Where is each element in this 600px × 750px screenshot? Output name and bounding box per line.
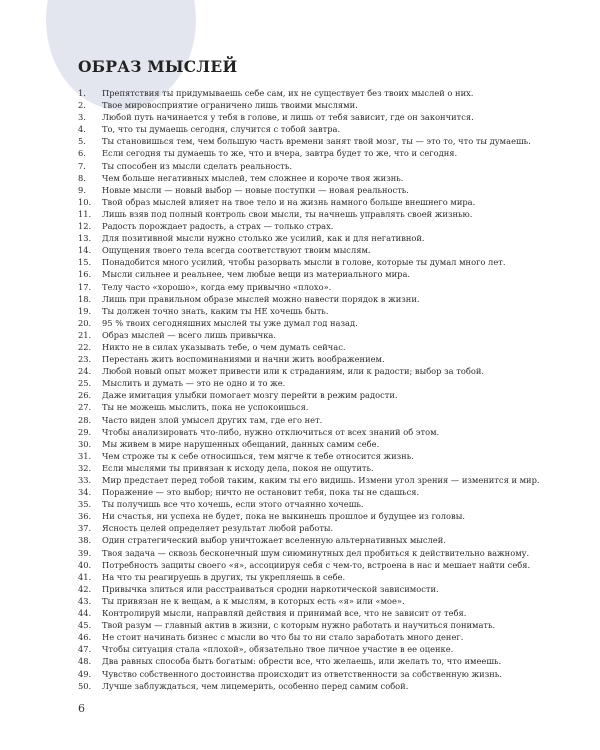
list-item-number: 22. xyxy=(78,341,92,352)
list-item-number: 24. xyxy=(78,366,92,377)
list-item-text: Лишь при правильном образе мыслей можно навести порядок в жизни. xyxy=(102,293,420,304)
list-item-text: Телу часто «хорошо», когда ему привычно «плохо». xyxy=(102,281,332,292)
list-item-text: Для позитивной мысли нужно столько же усилий, как и для негативной. xyxy=(102,233,425,244)
list-item-number: 11. xyxy=(78,208,92,219)
list-item-number: 10. xyxy=(78,196,92,207)
list-item-text: На что ты реагируешь в других, ты укрепляешь в себе. xyxy=(102,571,346,582)
list-item xyxy=(78,401,578,413)
list-item xyxy=(78,232,578,244)
list-item-number: 44. xyxy=(78,608,92,619)
list-item-number: 32. xyxy=(78,462,92,473)
list-item-text: Лишь взяв под полный контроль свои мысли, ты начнешь управлять своей жизнью. xyxy=(102,208,473,219)
list-item-number: 4. xyxy=(78,124,86,135)
list-item-text: Один стратегический выбор уничтожает вселенную альтернативных мыслей. xyxy=(102,535,446,546)
list-item-number: 15. xyxy=(78,257,92,268)
list-item xyxy=(78,619,578,631)
list-item-number: 49. xyxy=(78,668,92,679)
list-item-text: Понадобится много усилий, чтобы разорвать мысли в голове, которые ты думал много лет. xyxy=(102,257,506,268)
list-item-text: Ты не можешь мыслить, пока не успокоишься. xyxy=(102,402,309,413)
list-item-text: Образ мыслей — всего лишь привычка. xyxy=(102,329,276,340)
list-item-text: Твой образ мыслей влияет на твое тело и на жизнь намного больше внешнего мира. xyxy=(102,196,476,207)
list-item xyxy=(78,547,578,559)
list-item xyxy=(78,450,578,462)
list-item-number: 31. xyxy=(78,450,92,461)
list-item-text: Ты становишься тем, чем большую часть времени занят твой мозг, ты — это то, что ты думаешь. xyxy=(102,136,531,147)
list-item-number: 3. xyxy=(78,112,86,123)
list-item xyxy=(78,281,578,293)
list-item xyxy=(78,498,578,510)
list-item-number: 1. xyxy=(78,88,86,98)
list-item-number: 30. xyxy=(78,438,92,449)
list-item xyxy=(78,559,578,571)
list-item-text: Потребность защиты своего «я», ассоциируя себя с чем-то, встроена в нас и мешает найти себя. xyxy=(102,559,531,570)
list-item-number: 42. xyxy=(78,583,92,594)
list-item-text: Чувство собственного достоинства происходит из ответственности за собственную жизнь. xyxy=(102,668,502,679)
list-item-number: 34. xyxy=(78,487,92,498)
list-item xyxy=(78,389,578,401)
list-item xyxy=(78,184,578,196)
list-item-text: Ощущения твоего тела всегда соответствуют твоим мыслям. xyxy=(102,245,371,256)
list-item-text: Часто виден злой умысел других там, где его нет. xyxy=(102,414,323,425)
list-item xyxy=(78,595,578,607)
list-item xyxy=(78,123,578,135)
list-item-number: 38. xyxy=(78,535,92,546)
list-item-text: Ясность целей определяет результат любой работы. xyxy=(102,523,334,534)
list-item-number: 8. xyxy=(78,172,86,183)
list-item xyxy=(78,486,578,498)
list-item-text: Твое мировосприятие ограничено лишь твоими мыслями. xyxy=(102,100,358,111)
list-item-text: Ни счастья, ни успеха не будет, пока не выкинешь прошлое и будущее из головы. xyxy=(102,511,465,522)
list-item-text: Ты получишь все что хочешь, если этого отчаянно хочешь. xyxy=(102,499,364,510)
list-item-text: Препятствия ты придумываешь себе сам, их не существует без твоих мыслей о них. xyxy=(102,88,474,98)
list-item-text: 95 % твоих сегодняшних мыслей ты уже думал год назад. xyxy=(102,317,358,328)
list-item-text: Если мыслями ты привязан к исходу дела, покоя не ощутить. xyxy=(102,462,374,473)
list-item-number: 45. xyxy=(78,620,92,631)
list-item-number: 16. xyxy=(78,269,92,280)
list-item xyxy=(78,329,578,341)
list-item xyxy=(78,317,578,329)
list-item xyxy=(78,522,578,534)
list-item-number: 19. xyxy=(78,305,92,316)
list-item xyxy=(78,510,578,522)
list-item-text: Поражение — это выбор; ничто не остановит тебя, пока ты не сдашься. xyxy=(102,487,420,498)
list-item xyxy=(78,631,578,643)
page-number: 6 xyxy=(78,702,85,715)
list-item xyxy=(78,426,578,438)
list-item-text: Лучше заблуждаться, чем лицемерить, особенно перед самим собой. xyxy=(102,680,409,691)
list-item-number: 33. xyxy=(78,475,92,485)
thoughts-list xyxy=(78,87,578,692)
list-item xyxy=(78,111,578,123)
list-item-text: Мысли сильнее и реальнее, чем любые вещи из материального мира. xyxy=(102,269,411,280)
list-item-text: Мир предстает перед тобой таким, каким ты его видишь. Измени угол зрения — изменится и мир. xyxy=(102,475,540,485)
list-item xyxy=(78,571,578,583)
list-item-text: Чем строже ты к себе относишься, тем мягче к тебе относится жизнь. xyxy=(102,450,414,461)
list-item xyxy=(78,462,578,474)
list-item xyxy=(78,244,578,256)
list-item xyxy=(78,268,578,280)
list-item xyxy=(78,680,578,692)
list-item-number: 14. xyxy=(78,245,92,256)
list-item xyxy=(78,353,578,365)
list-item-number: 28. xyxy=(78,414,92,425)
list-item-text: Перестань жить воспоминаниями и начни жить воображением. xyxy=(102,354,385,365)
list-item-text: Контролируй мысли, направляй действия и принимай все, что не зависит от тебя. xyxy=(102,608,467,619)
list-item xyxy=(78,172,578,184)
list-item-number: 9. xyxy=(78,184,86,195)
list-item xyxy=(78,160,578,172)
list-item xyxy=(78,293,578,305)
list-item-text: Привычка злиться или расстраиваться сродни наркотической зависимости. xyxy=(102,583,439,594)
list-item-text: Чем больше негативных мыслей, тем сложнее и короче твоя жизнь. xyxy=(102,172,404,183)
list-item xyxy=(78,655,578,667)
list-item-text: Если сегодня ты думаешь то же, что и вчера, завтра будет то же, что и сегодня. xyxy=(102,148,458,159)
list-item-number: 5. xyxy=(78,136,86,147)
list-item-number: 27. xyxy=(78,402,92,413)
list-item xyxy=(78,196,578,208)
list-item-text: Ты способен из мысли сделать реальность. xyxy=(102,160,292,171)
list-item-number: 18. xyxy=(78,293,92,304)
list-item-number: 29. xyxy=(78,426,92,437)
list-item-number: 40. xyxy=(78,559,92,570)
list-item xyxy=(78,305,578,317)
list-item-text: Твоя задача — сквозь бесконечный шум сиюминутных дел пробиться к действительно важному. xyxy=(102,547,530,558)
list-item xyxy=(78,341,578,353)
list-item-number: 13. xyxy=(78,233,92,244)
list-item xyxy=(78,414,578,426)
list-item xyxy=(78,534,578,546)
list-item-number: 39. xyxy=(78,547,92,558)
list-item xyxy=(78,220,578,232)
list-item-text: Любой новый опыт может привести или к страданиям, или к радости; выбор за тобой. xyxy=(102,366,484,377)
list-item xyxy=(78,474,578,486)
page-title: ОБРАЗ МЫСЛЕЙ xyxy=(78,57,238,76)
list-item-number: 50. xyxy=(78,680,92,691)
list-item xyxy=(78,365,578,377)
list-item xyxy=(78,643,578,655)
list-item xyxy=(78,668,578,680)
list-item-number: 47. xyxy=(78,644,92,655)
list-item-text: Ты должен точно знать, каким ты НЕ хочешь быть. xyxy=(102,305,329,316)
list-item xyxy=(78,208,578,220)
list-item-text: Мы живем в мире нарушенных обещаний, данных самим себе. xyxy=(102,438,380,449)
list-item-number: 37. xyxy=(78,523,92,534)
list-item-text: Ты привязан не к вещам, а к мыслям, в которых есть «я» или «мое». xyxy=(102,595,405,606)
list-item-number: 36. xyxy=(78,511,92,522)
list-item xyxy=(78,438,578,450)
list-item-number: 46. xyxy=(78,632,92,643)
list-item-number: 20. xyxy=(78,317,92,328)
list-item-text: Два равных способа быть богатым: обрести все, что желаешь, или желать то, что имеешь. xyxy=(102,656,502,667)
list-item-text: Мыслить и думать — это не одно и то же. xyxy=(102,378,286,389)
list-item-number: 43. xyxy=(78,595,92,606)
list-item xyxy=(78,607,578,619)
list-item-number: 12. xyxy=(78,221,92,232)
list-item-text: Новые мысли — новый выбор — новые поступки — новая реальность. xyxy=(102,184,409,195)
list-item-text: Даже имитация улыбки помогает мозгу перейти в режим радости. xyxy=(102,390,398,401)
list-item-text: Радость порождает радость, а страх — только страх. xyxy=(102,221,334,232)
list-item-number: 6. xyxy=(78,148,86,159)
list-item-number: 21. xyxy=(78,329,92,340)
list-item-text: То, что ты думаешь сегодня, случится с тобой завтра. xyxy=(102,124,341,135)
list-item-number: 41. xyxy=(78,571,92,582)
list-item-number: 7. xyxy=(78,160,86,171)
list-item-text: Чтобы ситуация стала «плохой», обязательно твое личное участие в ее оценке. xyxy=(102,644,454,655)
list-item-number: 2. xyxy=(78,100,86,111)
list-item-text: Не стоит начинать бизнес с мысли во что бы то ни стало заработать много денег. xyxy=(102,632,464,643)
list-item xyxy=(78,583,578,595)
list-item xyxy=(78,256,578,268)
list-item xyxy=(78,147,578,159)
list-item xyxy=(78,87,578,99)
list-item-text: Твой разум — главный актив в жизни, с которым нужно работать и научиться понимать. xyxy=(102,620,496,631)
list-item-number: 26. xyxy=(78,390,92,401)
list-item xyxy=(78,135,578,147)
list-item-number: 35. xyxy=(78,499,92,510)
list-item-text: Чтобы анализировать что-либо, нужно отключиться от всех знаний об этом. xyxy=(102,426,440,437)
list-item xyxy=(78,99,578,111)
list-item-number: 17. xyxy=(78,281,92,292)
list-item-number: 48. xyxy=(78,656,92,667)
list-item-number: 23. xyxy=(78,354,92,365)
list-item xyxy=(78,377,578,389)
list-item-text: Никто не в силах указывать тебе, о чем думать сейчас. xyxy=(102,341,346,352)
list-item-text: Любой путь начинается у тебя в голове, и лишь от тебя зависит, где он закончится. xyxy=(102,112,474,123)
list-item-number: 25. xyxy=(78,378,92,389)
